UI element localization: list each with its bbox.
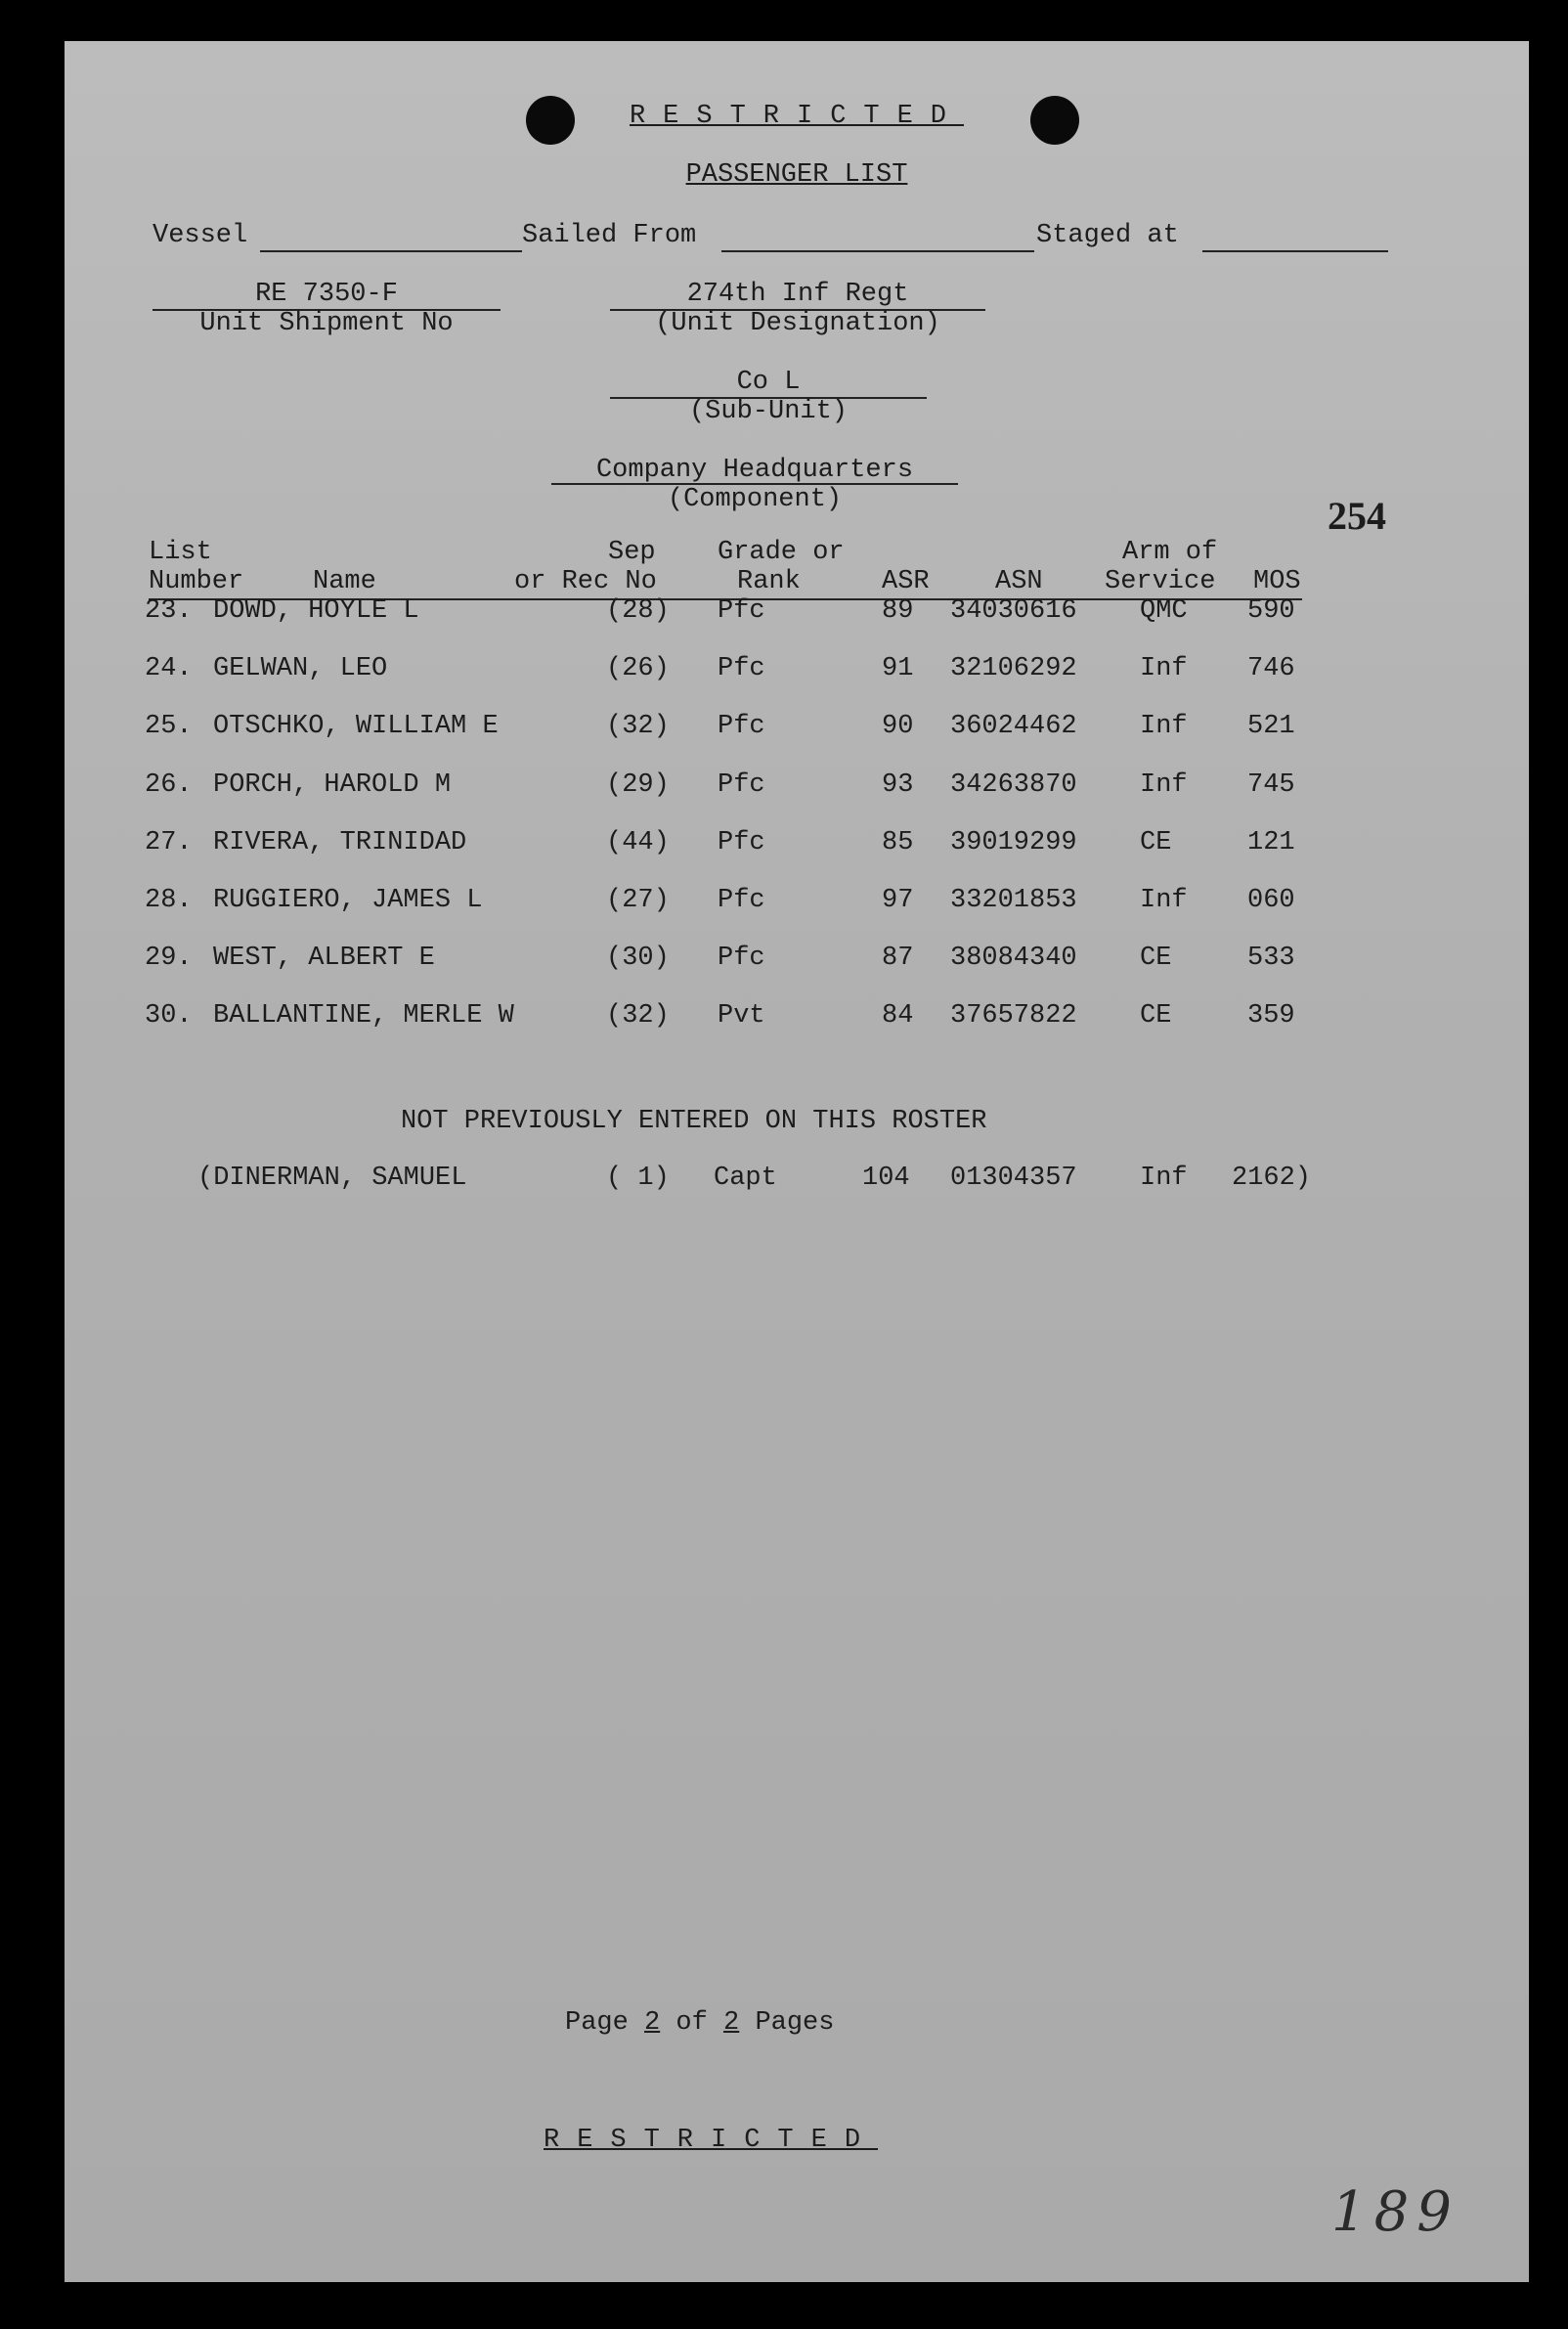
document-title: PASSENGER LIST <box>685 160 908 190</box>
cell-sep: (28) <box>606 596 670 626</box>
col-mos: MOS <box>1253 567 1301 596</box>
addendum-heading: NOT PREVIOUSLY ENTERED ON THIS ROSTER <box>401 1107 987 1136</box>
classification-bottom: RESTRICTED <box>544 2126 879 2155</box>
cell-asr: 90 <box>882 712 914 741</box>
cell-num: 23. <box>145 596 193 626</box>
cell-mos: 521 <box>1247 712 1295 741</box>
col-list: List <box>149 538 212 567</box>
cell-asr: 87 <box>882 944 914 973</box>
cell-mos: 359 <box>1247 1001 1295 1031</box>
cell-mos: 746 <box>1247 654 1295 683</box>
cell-sep: (26) <box>606 654 670 683</box>
cell-sep: (32) <box>606 712 670 741</box>
addendum-mos: 2162) <box>1232 1164 1312 1193</box>
sub-unit-label: (Sub-Unit) <box>688 397 849 426</box>
col-or-rec-no: or Rec No <box>514 567 657 596</box>
col-sep: Sep <box>608 538 656 567</box>
col-name: Name <box>313 567 376 596</box>
cell-arm: Inf <box>1140 886 1188 915</box>
unit-designation-label: (Unit Designation) <box>655 309 940 338</box>
cell-mos: 590 <box>1247 596 1295 626</box>
cell-name: BALLANTINE, MERLE W <box>213 1001 514 1031</box>
cell-arm: CE <box>1140 944 1172 973</box>
sub-unit-value: Co L <box>736 368 801 397</box>
addendum-grade: Capt <box>714 1164 777 1193</box>
cell-arm: QMC <box>1140 596 1188 626</box>
page-current: 2 <box>644 2008 661 2038</box>
cell-asr: 85 <box>882 828 914 857</box>
staged-at-field-line <box>1202 250 1388 252</box>
col-rank: Rank <box>737 567 801 596</box>
document-sheet <box>65 41 1529 2282</box>
sailed-from-label: Sailed From <box>522 221 697 250</box>
cell-arm: Inf <box>1140 654 1188 683</box>
cell-num: 29. <box>145 944 193 973</box>
unit-shipment-no-value: RE 7350-F <box>255 280 398 309</box>
vessel-label: Vessel <box>152 221 248 250</box>
cell-name: OTSCHKO, WILLIAM E <box>213 712 499 741</box>
page-indicator: Page 2 of 2 Pages <box>565 2008 835 2038</box>
cell-arm: Inf <box>1140 712 1188 741</box>
classification-top: RESTRICTED <box>629 102 965 131</box>
cell-grade: Pfc <box>718 770 765 800</box>
col-service: Service <box>1105 567 1216 596</box>
cell-sep: (44) <box>606 828 670 857</box>
addendum-sep: ( 1) <box>606 1164 670 1193</box>
page-total: 2 <box>723 2008 740 2038</box>
vessel-field-line <box>260 250 522 252</box>
col-asr: ASR <box>882 567 930 596</box>
unit-designation-value: 274th Inf Regt <box>686 280 909 309</box>
cell-asr: 89 <box>882 596 914 626</box>
cell-name: GELWAN, LEO <box>213 654 388 683</box>
cell-grade: Pfc <box>718 886 765 915</box>
handwritten-number: 189 <box>1331 2180 1459 2244</box>
cell-asr: 93 <box>882 770 914 800</box>
addendum-asr: 104 <box>862 1164 910 1193</box>
page-number-stamp: 254 <box>1328 494 1386 538</box>
cell-sep: (32) <box>606 1001 670 1031</box>
cell-asr: 97 <box>882 886 914 915</box>
cell-asn: 37657822 <box>950 1001 1077 1031</box>
cell-grade: Pfc <box>718 712 765 741</box>
cell-asn: 39019299 <box>950 828 1077 857</box>
cell-grade: Pfc <box>718 828 765 857</box>
cell-sep: (29) <box>606 770 670 800</box>
col-arm-of: Arm of <box>1122 538 1218 567</box>
cell-num: 26. <box>145 770 193 800</box>
cell-arm: CE <box>1140 1001 1172 1031</box>
cell-mos: 533 <box>1247 944 1295 973</box>
cell-arm: CE <box>1140 828 1172 857</box>
sailed-from-field-line <box>721 250 1034 252</box>
cell-asn: 34030616 <box>950 596 1077 626</box>
cell-asn: 33201853 <box>950 886 1077 915</box>
cell-asn: 32106292 <box>950 654 1077 683</box>
cell-num: 30. <box>145 1001 193 1031</box>
cell-num: 24. <box>145 654 193 683</box>
addendum-name: (DINERMAN, SAMUEL <box>197 1164 467 1193</box>
cell-asn: 36024462 <box>950 712 1077 741</box>
cell-asr: 91 <box>882 654 914 683</box>
cell-name: RUGGIERO, JAMES L <box>213 886 483 915</box>
component-value: Company Headquarters <box>595 456 914 485</box>
cell-mos: 060 <box>1247 886 1295 915</box>
cell-mos: 121 <box>1247 828 1295 857</box>
cell-grade: Pfc <box>718 596 765 626</box>
cell-mos: 745 <box>1247 770 1295 800</box>
staged-at-label: Staged at <box>1036 221 1179 250</box>
cell-name: WEST, ALBERT E <box>213 944 435 973</box>
cell-grade: Pvt <box>718 1001 765 1031</box>
cell-arm: Inf <box>1140 770 1188 800</box>
cell-sep: (27) <box>606 886 670 915</box>
col-asn: ASN <box>995 567 1043 596</box>
col-number: Number <box>149 567 244 596</box>
cell-name: PORCH, HAROLD M <box>213 770 452 800</box>
cell-num: 25. <box>145 712 193 741</box>
cell-name: RIVERA, TRINIDAD <box>213 828 467 857</box>
cell-grade: Pfc <box>718 944 765 973</box>
cell-grade: Pfc <box>718 654 765 683</box>
cell-asr: 84 <box>882 1001 914 1031</box>
cell-num: 27. <box>145 828 193 857</box>
addendum-arm: Inf <box>1140 1164 1188 1193</box>
unit-shipment-no-label: Unit Shipment No <box>199 309 454 338</box>
cell-asn: 38084340 <box>950 944 1077 973</box>
col-grade-or: Grade or <box>718 538 845 567</box>
cell-num: 28. <box>145 886 193 915</box>
component-label: (Component) <box>667 485 843 514</box>
addendum-asn: 01304357 <box>950 1164 1077 1193</box>
cell-asn: 34263870 <box>950 770 1077 800</box>
cell-sep: (30) <box>606 944 670 973</box>
cell-name: DOWD, HOYLE L <box>213 596 419 626</box>
